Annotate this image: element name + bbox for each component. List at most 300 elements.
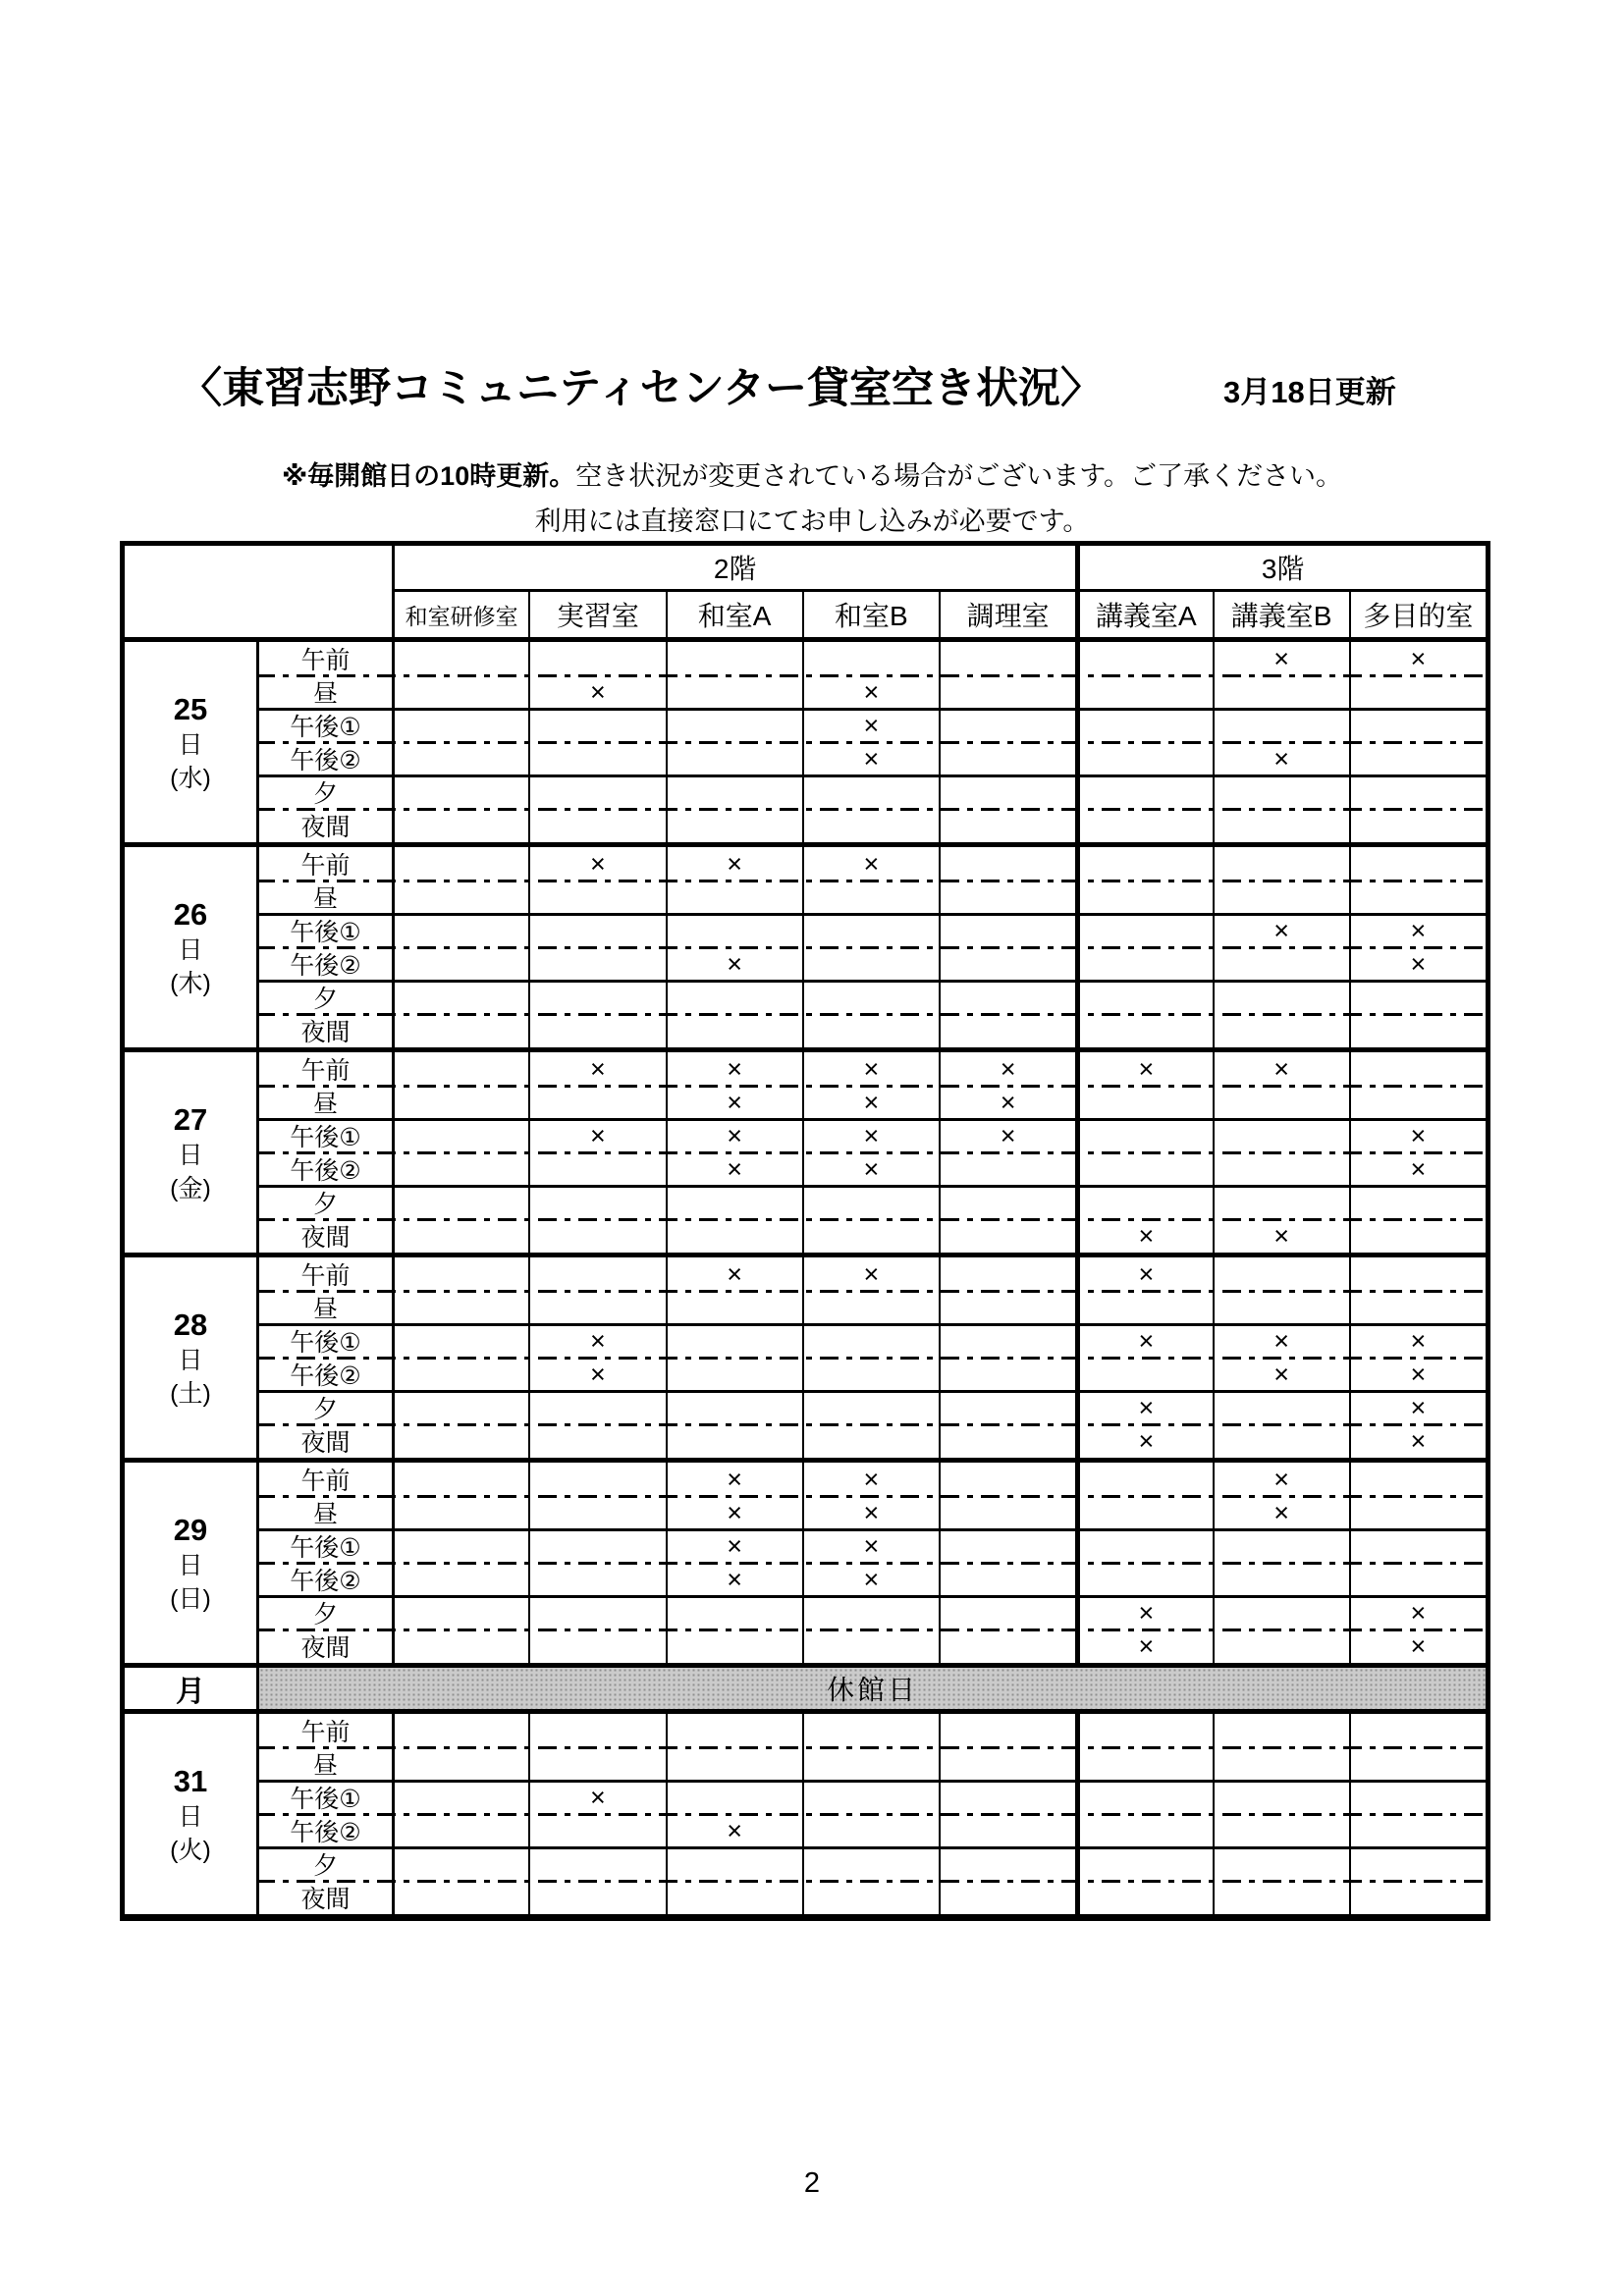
availability-cell [1213, 1291, 1349, 1324]
availability-cell: × [1075, 1324, 1212, 1358]
availability-cell [392, 1463, 528, 1496]
availability-cell [1075, 1119, 1212, 1152]
day-block [125, 847, 1486, 1052]
availability-cell [802, 1781, 939, 1814]
availability-cell [1349, 1814, 1486, 1847]
availability-cell: × [802, 1152, 939, 1186]
date-date: 28 [173, 1307, 208, 1342]
availability-cell [1075, 1463, 1212, 1496]
availability-cell [939, 1529, 1075, 1563]
availability-cell: × [802, 1529, 939, 1563]
time-slot-label: 夕 [256, 1596, 392, 1629]
availability-cell [1213, 1596, 1349, 1629]
availability-cell [666, 742, 802, 775]
availability-cell: × [802, 742, 939, 775]
availability-cell [1075, 1358, 1212, 1391]
availability-cell [666, 1881, 802, 1914]
availability-cell [666, 1358, 802, 1391]
availability-cell [666, 1847, 802, 1881]
availability-cell [939, 881, 1075, 914]
time-slot-label: 夕 [256, 1186, 392, 1219]
availability-cell [939, 947, 1075, 981]
availability-cell [666, 1714, 802, 1747]
availability-cell [1075, 914, 1212, 947]
note-line-1-bold: ※毎開館日の10時更新。 [281, 461, 576, 491]
availability-cell [528, 1529, 665, 1563]
time-slot-label: 夜間 [256, 1881, 392, 1914]
availability-cell: × [666, 1463, 802, 1496]
availability-cell [1349, 1052, 1486, 1086]
time-slot-label: 午前 [256, 642, 392, 675]
availability-cell: × [802, 1496, 939, 1529]
availability-cell [939, 1781, 1075, 1814]
availability-cell [392, 1219, 528, 1253]
availability-cell: × [528, 675, 665, 709]
time-slot-label: 午前 [256, 1463, 392, 1496]
availability-cell [1075, 742, 1212, 775]
time-slot-label: 午後② [256, 1358, 392, 1391]
availability-cell [939, 742, 1075, 775]
availability-cell [666, 914, 802, 947]
availability-cell [528, 1257, 665, 1291]
availability-cell [1213, 847, 1349, 881]
availability-cell [666, 1596, 802, 1629]
corner-cell [125, 546, 392, 637]
availability-cell: × [802, 1257, 939, 1291]
availability-cell: × [666, 947, 802, 981]
page-number: 2 [803, 2167, 821, 2199]
date-unit: 日 [178, 1141, 203, 1169]
date-date: 31 [173, 1763, 208, 1798]
availability-cell [666, 981, 802, 1014]
availability-cell [666, 881, 802, 914]
availability-cell [392, 1291, 528, 1324]
availability-cell: × [528, 1052, 665, 1086]
availability-cell [1075, 1563, 1212, 1596]
availability-cell [392, 1881, 528, 1914]
availability-cell [666, 1014, 802, 1047]
availability-cell [802, 1847, 939, 1881]
time-slot-label: 昼 [256, 1496, 392, 1529]
availability-cell: × [528, 1324, 665, 1358]
availability-cell [1349, 1714, 1486, 1747]
date-unit: 日 [178, 935, 203, 964]
date-date: 26 [173, 896, 208, 932]
date-date: 25 [173, 691, 208, 726]
availability-cell: × [1075, 1257, 1212, 1291]
availability-cell [392, 809, 528, 842]
floor-header: 3階 [1075, 546, 1486, 589]
availability-cell [392, 1596, 528, 1629]
availability-cell [1349, 1291, 1486, 1324]
availability-cell [1075, 881, 1212, 914]
closed-label: 休館日 [826, 1675, 918, 1705]
availability-cell [802, 809, 939, 842]
availability-cell [392, 1496, 528, 1529]
availability-cell [939, 775, 1075, 809]
availability-cell [392, 1086, 528, 1119]
availability-cell [392, 775, 528, 809]
availability-cell [802, 1219, 939, 1253]
date-unit: 日 [178, 1802, 203, 1831]
availability-cell [392, 1814, 528, 1847]
availability-cell [939, 1814, 1075, 1847]
availability-cell [939, 709, 1075, 742]
date-cell [125, 1714, 256, 1914]
availability-cell [1349, 1881, 1486, 1914]
availability-cell [666, 809, 802, 842]
room-header: 和室A [666, 589, 802, 637]
availability-cell [802, 1186, 939, 1219]
availability-cell: × [1075, 1391, 1212, 1424]
availability-cell: × [1213, 742, 1349, 775]
availability-cell [939, 675, 1075, 709]
day-block [125, 1257, 1486, 1463]
availability-cell [1213, 1119, 1349, 1152]
availability-cell: × [802, 847, 939, 881]
availability-cell [1075, 809, 1212, 842]
availability-cell: × [1349, 1424, 1486, 1458]
note-line-1-rest: 空き状況が変更されている場合がございます。ご了承ください。 [575, 461, 1343, 491]
availability-cell [939, 1291, 1075, 1324]
availability-cell [528, 709, 665, 742]
availability-cell: × [802, 709, 939, 742]
time-slot-label: 昼 [256, 675, 392, 709]
availability-cell [666, 1781, 802, 1814]
availability-cell [1075, 1086, 1212, 1119]
day-block [125, 1052, 1486, 1257]
availability-cell: × [802, 675, 939, 709]
availability-cell [939, 1257, 1075, 1291]
availability-cell [528, 1391, 665, 1424]
time-slot-label: 夜間 [256, 809, 392, 842]
time-slot-label: 午前 [256, 1714, 392, 1747]
availability-cell [528, 947, 665, 981]
availability-cell [392, 1324, 528, 1358]
availability-cell [666, 775, 802, 809]
time-slot-label: 午後① [256, 1119, 392, 1152]
availability-cell [1349, 709, 1486, 742]
availability-cell [802, 1014, 939, 1047]
availability-cell: × [1213, 914, 1349, 947]
time-slot-label: 午後② [256, 1814, 392, 1847]
availability-cell [802, 1291, 939, 1324]
availability-cell [802, 1747, 939, 1781]
date-cell [125, 1257, 256, 1458]
availability-cell [1213, 775, 1349, 809]
date-cell [125, 847, 256, 1047]
availability-cell: × [1349, 1324, 1486, 1358]
availability-cell [1349, 1219, 1486, 1253]
availability-cell [528, 1152, 665, 1186]
availability-cell [528, 1596, 665, 1629]
availability-cell: × [1075, 1424, 1212, 1458]
availability-cell [1349, 1496, 1486, 1529]
availability-cell: × [802, 1463, 939, 1496]
date-weekday: (土) [170, 1379, 211, 1408]
availability-cell [939, 1324, 1075, 1358]
time-slot-label: 午後① [256, 1781, 392, 1814]
availability-cell [528, 1563, 665, 1596]
availability-cell [666, 1424, 802, 1458]
availability-cell [392, 1152, 528, 1186]
availability-cell [528, 1747, 665, 1781]
availability-cell [666, 1747, 802, 1781]
date-weekday: (火) [170, 1836, 211, 1864]
availability-cell [1213, 1529, 1349, 1563]
availability-cell [528, 1424, 665, 1458]
time-slot-label: 午後① [256, 709, 392, 742]
availability-cell [939, 847, 1075, 881]
availability-cell: × [1349, 1119, 1486, 1152]
availability-cell [1349, 1086, 1486, 1119]
availability-cell [802, 881, 939, 914]
availability-cell: × [666, 1086, 802, 1119]
availability-cell [392, 1186, 528, 1219]
availability-cell: × [1213, 1219, 1349, 1253]
availability-cell [528, 1496, 665, 1529]
availability-cell: × [802, 1119, 939, 1152]
availability-cell: × [939, 1052, 1075, 1086]
time-slot-label: 夜間 [256, 1014, 392, 1047]
availability-cell [528, 1014, 665, 1047]
availability-cell [1349, 1257, 1486, 1291]
availability-cell: × [802, 1052, 939, 1086]
room-header: 講義室B [1213, 589, 1349, 637]
time-slot-label: 昼 [256, 1747, 392, 1781]
time-slot-label: 午後① [256, 914, 392, 947]
availability-cell [666, 1186, 802, 1219]
availability-cell [802, 947, 939, 981]
closed-cell [256, 1668, 1486, 1709]
availability-cell [1213, 881, 1349, 914]
date-cell [125, 642, 256, 842]
availability-cell [802, 1814, 939, 1847]
availability-cell: × [802, 1563, 939, 1596]
date-date: 29 [173, 1512, 208, 1547]
availability-cell [1349, 1463, 1486, 1496]
availability-cell [1213, 1186, 1349, 1219]
availability-cell [1075, 981, 1212, 1014]
availability-cell: × [1349, 1596, 1486, 1629]
availability-cell [1349, 742, 1486, 775]
availability-cell: × [1213, 1496, 1349, 1529]
time-slot-label: 午後② [256, 1563, 392, 1596]
time-slot-label: 午前 [256, 847, 392, 881]
availability-cell [666, 1219, 802, 1253]
time-slot-label: 夜間 [256, 1629, 392, 1663]
availability-cell [1213, 1152, 1349, 1186]
availability-cell [392, 1847, 528, 1881]
availability-cell [1349, 981, 1486, 1014]
availability-cell [939, 1219, 1075, 1253]
availability-cell [1075, 1747, 1212, 1781]
availability-cell [666, 1391, 802, 1424]
availability-cell [392, 914, 528, 947]
availability-cell [528, 981, 665, 1014]
availability-cell [392, 1529, 528, 1563]
availability-cell [939, 1186, 1075, 1219]
availability-cell [1349, 675, 1486, 709]
time-slot-label: 夕 [256, 775, 392, 809]
closed-day-label: 月 [176, 1676, 205, 1708]
availability-cell: × [666, 1496, 802, 1529]
availability-cell: × [1075, 1052, 1212, 1086]
availability-cell [939, 1463, 1075, 1496]
availability-cell [1075, 1814, 1212, 1847]
availability-cell [1349, 881, 1486, 914]
availability-cell [528, 1086, 665, 1119]
availability-cell [939, 1391, 1075, 1424]
availability-cell [666, 1629, 802, 1663]
availability-cell [1075, 1496, 1212, 1529]
availability-cell [528, 1291, 665, 1324]
availability-cell [392, 1563, 528, 1596]
availability-cell [939, 1747, 1075, 1781]
date-weekday: (木) [170, 969, 211, 997]
availability-cell [1349, 1563, 1486, 1596]
room-header: 和室研修室 [392, 589, 528, 637]
time-slot-label: 午後① [256, 1529, 392, 1563]
availability-cell [802, 1629, 939, 1663]
availability-cell [1349, 1014, 1486, 1047]
availability-cell [1213, 1629, 1349, 1663]
time-slot-label: 夕 [256, 981, 392, 1014]
time-slot-label: 午前 [256, 1257, 392, 1291]
availability-cell [666, 642, 802, 675]
time-slot-label: 午後② [256, 1152, 392, 1186]
availability-cell [1349, 1186, 1486, 1219]
availability-cell [392, 981, 528, 1014]
availability-cell [528, 775, 665, 809]
availability-cell [939, 1596, 1075, 1629]
day-block [125, 1463, 1486, 1668]
availability-cell [1213, 1391, 1349, 1424]
availability-cell: × [528, 847, 665, 881]
room-header: 講義室A [1075, 589, 1212, 637]
availability-cell [939, 914, 1075, 947]
availability-cell [1213, 1747, 1349, 1781]
availability-cell [392, 1257, 528, 1291]
availability-cell: × [1349, 642, 1486, 675]
time-slot-label: 午後② [256, 742, 392, 775]
time-slot-label: 夜間 [256, 1219, 392, 1253]
availability-cell: × [1349, 1358, 1486, 1391]
day-block [125, 642, 1486, 847]
availability-cell: × [1349, 947, 1486, 981]
availability-cell [528, 1629, 665, 1663]
availability-cell [1213, 709, 1349, 742]
availability-cell [1213, 675, 1349, 709]
availability-cell [392, 1424, 528, 1458]
availability-cell: × [1213, 1052, 1349, 1086]
availability-cell [939, 1496, 1075, 1529]
availability-cell [1213, 1563, 1349, 1596]
date-cell [125, 1463, 256, 1663]
date-weekday: (日) [170, 1584, 211, 1613]
availability-cell: × [1349, 1391, 1486, 1424]
availability-cell: × [666, 1814, 802, 1847]
availability-cell [392, 709, 528, 742]
availability-cell [1075, 1881, 1212, 1914]
page-title: 〈東習志野コミュニティセンター貸室空き状況〉 [180, 365, 1103, 412]
availability-cell [528, 1463, 665, 1496]
availability-cell [1213, 1714, 1349, 1747]
time-slot-label: 昼 [256, 881, 392, 914]
availability-cell [1213, 809, 1349, 842]
availability-cell [528, 881, 665, 914]
updated-date: 3月18日更新 [1223, 375, 1396, 409]
availability-cell [1213, 1881, 1349, 1914]
availability-cell [939, 1847, 1075, 1881]
availability-cell [666, 1324, 802, 1358]
date-weekday: (金) [170, 1174, 211, 1202]
availability-cell [802, 1324, 939, 1358]
availability-cell [528, 1847, 665, 1881]
availability-cell [1213, 1847, 1349, 1881]
time-slot-label: 夕 [256, 1847, 392, 1881]
availability-cell [1075, 709, 1212, 742]
availability-cell [802, 1358, 939, 1391]
availability-cell [666, 709, 802, 742]
availability-cell [392, 1014, 528, 1047]
availability-cell [1349, 1747, 1486, 1781]
availability-cell [1213, 1781, 1349, 1814]
availability-cell: × [1075, 1219, 1212, 1253]
availability-cell [939, 981, 1075, 1014]
availability-cell [666, 1291, 802, 1324]
availability-cell [939, 1629, 1075, 1663]
time-slot-label: 昼 [256, 1086, 392, 1119]
room-header: 調理室 [939, 589, 1075, 637]
time-slot-label: 午前 [256, 1052, 392, 1086]
availability-cell [392, 675, 528, 709]
availability-cell [939, 1563, 1075, 1596]
date-unit: 日 [178, 730, 203, 759]
availability-cell: × [666, 1152, 802, 1186]
availability-cell [528, 1814, 665, 1847]
availability-cell [528, 1219, 665, 1253]
availability-cell [802, 1596, 939, 1629]
availability-cell [1075, 847, 1212, 881]
availability-cell [392, 742, 528, 775]
availability-cell [1213, 1257, 1349, 1291]
availability-cell: × [666, 1529, 802, 1563]
availability-cell [528, 742, 665, 775]
availability-cell: × [666, 1119, 802, 1152]
availability-cell: × [1075, 1596, 1212, 1629]
availability-cell [1075, 1186, 1212, 1219]
availability-cell: × [1213, 642, 1349, 675]
availability-cell [1075, 1152, 1212, 1186]
availability-cell [939, 1152, 1075, 1186]
time-slot-label: 昼 [256, 1291, 392, 1324]
date-date: 27 [173, 1101, 208, 1137]
availability-cell [392, 1629, 528, 1663]
availability-cell [1213, 1014, 1349, 1047]
availability-cell [1213, 1086, 1349, 1119]
availability-cell [666, 675, 802, 709]
availability-cell [1075, 642, 1212, 675]
availability-cell [802, 642, 939, 675]
availability-cell: × [1213, 1324, 1349, 1358]
availability-cell [392, 881, 528, 914]
note-line-1 [0, 454, 1624, 493]
availability-cell [392, 1119, 528, 1152]
availability-cell [392, 1052, 528, 1086]
availability-cell [1075, 1714, 1212, 1747]
availability-cell [939, 809, 1075, 842]
